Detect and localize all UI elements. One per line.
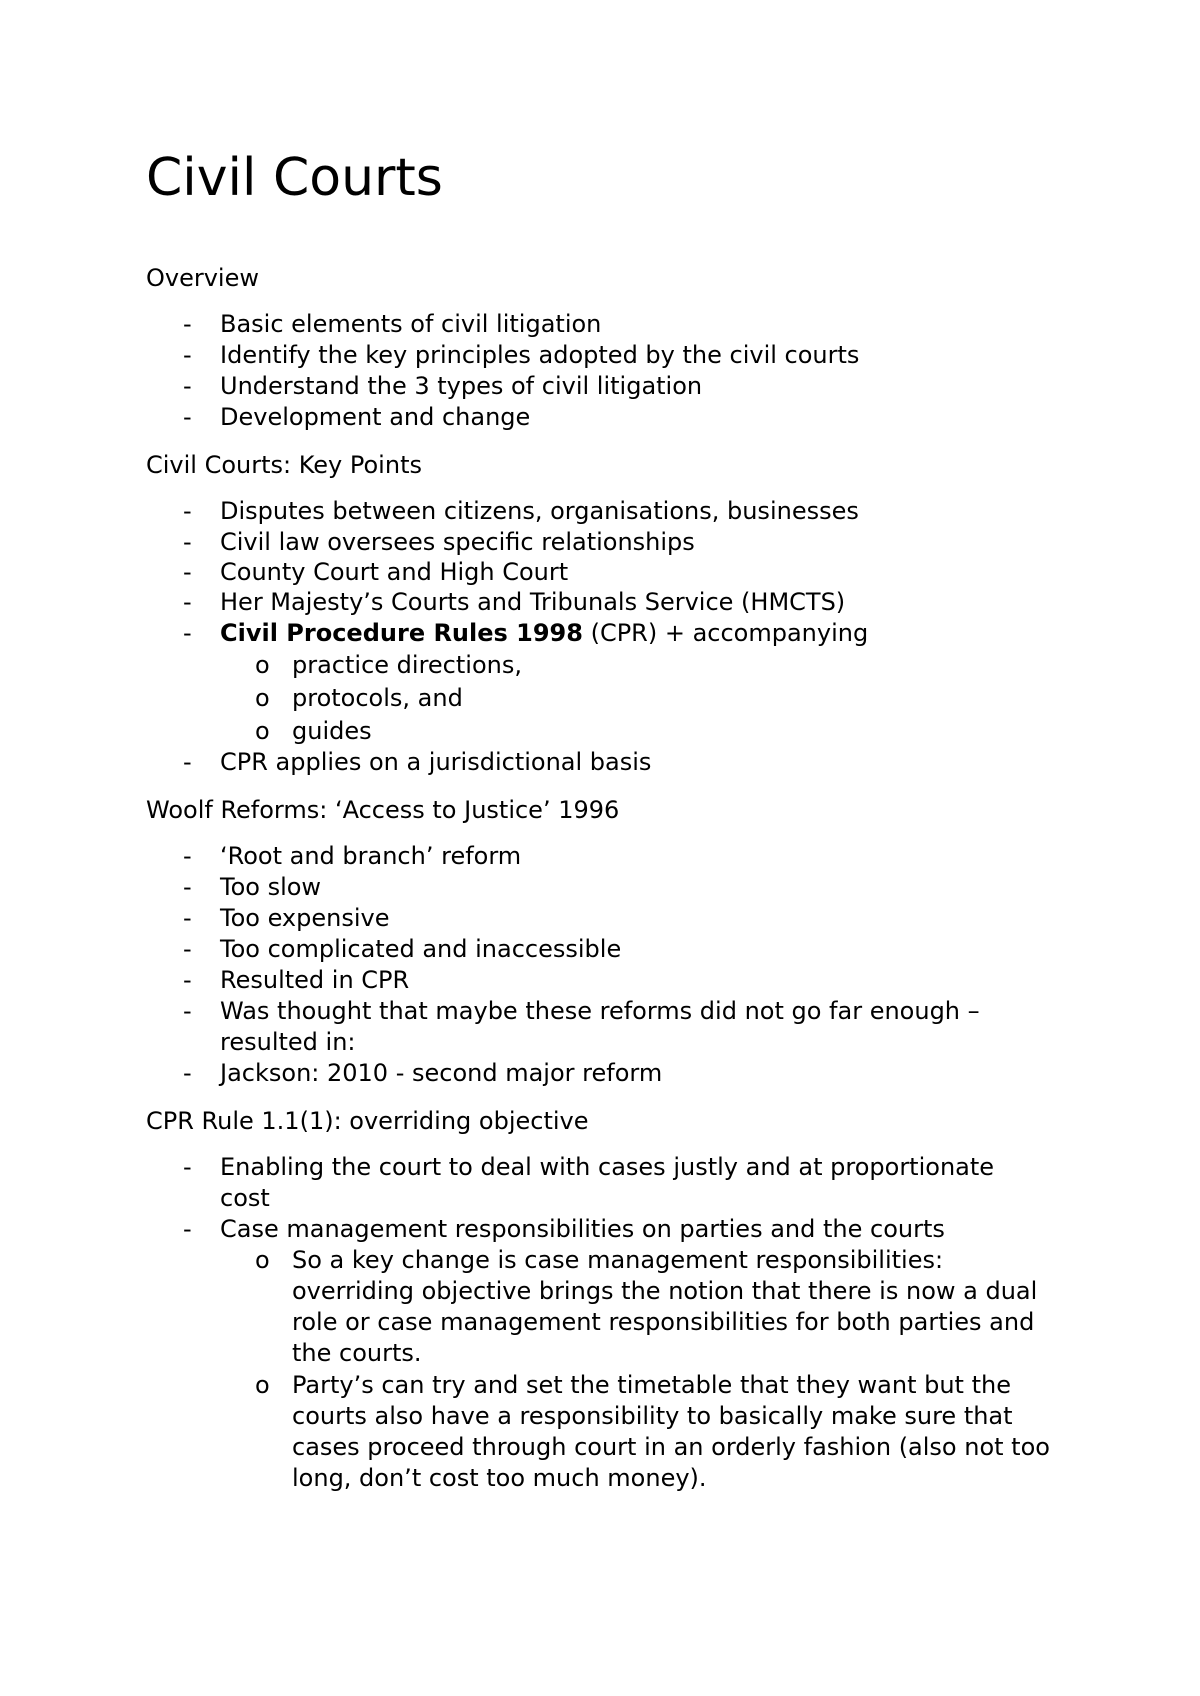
list-item <box>183 587 1043 618</box>
bullet-marker: - <box>183 528 192 556</box>
list-item <box>183 1152 1043 1214</box>
bullet-marker: - <box>183 904 192 932</box>
list-item-text: Civil law oversees specific relationships <box>220 528 695 556</box>
list-item-text: Too expensive <box>220 904 390 932</box>
bullet-marker: - <box>183 1215 192 1243</box>
list-item <box>183 340 1043 371</box>
list-item-text: Identify the key principles adopted by the civil courts <box>220 341 860 369</box>
sub-list-item <box>255 683 1055 714</box>
sub-list-item <box>255 1370 1070 1494</box>
bullet-marker: - <box>183 873 192 901</box>
list-item-text: Understand the 3 types of civil litigation <box>220 372 703 400</box>
section-heading-woolf: Woolf Reforms: ‘Access to Justice’ 1996 <box>146 796 620 824</box>
list-item <box>183 557 1043 588</box>
sub-list-item-text: Party’s can try and set the timetable that they want but the courts also have a responsibility to basically make sure that cases proceed through court in an orderly fashion (also not too long, don’t cost too much money). <box>292 1371 1050 1492</box>
section-heading-overview: Overview <box>146 264 259 292</box>
list-item <box>183 1058 1043 1089</box>
section-heading-cpr-rule: CPR Rule 1.1(1): overriding objective <box>146 1107 589 1135</box>
sub-bullet-marker: o <box>255 651 270 679</box>
sub-list-item <box>255 650 1055 681</box>
sub-list-item <box>255 716 1055 747</box>
list-item <box>183 934 1043 965</box>
bullet-marker: - <box>183 1059 192 1087</box>
cpr-rest-text: (CPR) + accompanying <box>582 619 869 647</box>
list-item-text: Resulted in CPR <box>220 966 410 994</box>
list-item-text: Development and change <box>220 403 531 431</box>
list-item <box>183 309 1043 340</box>
bullet-marker: - <box>183 403 192 431</box>
bullet-marker: - <box>183 341 192 369</box>
list-item <box>183 1214 1043 1245</box>
sub-list-item <box>255 1245 1070 1369</box>
list-item-text <box>220 618 1043 649</box>
bullet-marker: - <box>183 842 192 870</box>
list-item-cpr <box>183 618 1043 649</box>
bullet-marker: - <box>183 310 192 338</box>
list-item-text: Too complicated and inaccessible <box>220 935 622 963</box>
sub-bullet-marker: o <box>255 717 270 745</box>
list-item <box>183 872 1043 903</box>
list-item-text: Was thought that maybe these reforms did not go far enough – resulted in: <box>220 997 980 1056</box>
list-item-text: Disputes between citizens, organisations, businesses <box>220 497 859 525</box>
list-item-text: CPR applies on a jurisdictional basis <box>220 748 652 776</box>
sub-list-item-text: protocols, and <box>292 684 463 712</box>
sub-bullet-marker: o <box>255 1246 270 1274</box>
cpr-bold-text: Civil Procedure Rules 1998 <box>220 619 583 647</box>
list-item-text: Jackson: 2010 - second major reform <box>220 1059 663 1087</box>
bullet-marker: - <box>183 1153 192 1181</box>
list-item-text: County Court and High Court <box>220 558 569 586</box>
list-item-text: Basic elements of civil litigation <box>220 310 602 338</box>
list-item-text: Enabling the court to deal with cases justly and at proportionate cost <box>220 1153 995 1212</box>
sub-list-item-text: practice directions, <box>292 651 522 679</box>
sub-bullet-marker: o <box>255 1371 270 1399</box>
bullet-marker: - <box>183 619 192 647</box>
bullet-marker: - <box>183 935 192 963</box>
bullet-marker: - <box>183 748 192 776</box>
list-item <box>183 371 1043 402</box>
bullet-marker: - <box>183 997 192 1025</box>
bullet-marker: - <box>183 372 192 400</box>
list-item <box>183 747 1043 778</box>
sub-bullet-marker: o <box>255 684 270 712</box>
section-heading-key-points: Civil Courts: Key Points <box>146 451 422 479</box>
list-item <box>183 965 1043 996</box>
list-item-text: Case management responsibilities on parties and the courts <box>220 1215 945 1243</box>
list-item <box>183 496 1043 527</box>
bullet-marker: - <box>183 966 192 994</box>
bullet-marker: - <box>183 588 192 616</box>
list-item <box>183 527 1043 558</box>
sub-list-item-text: So a key change is case management responsibilities: overriding objective brings the notion that there is now a dual role or case management responsibilities for both parties and the courts. <box>292 1246 1038 1367</box>
list-item <box>183 996 1043 1058</box>
list-item <box>183 841 1043 872</box>
document-title: Civil Courts <box>146 148 443 208</box>
bullet-marker: - <box>183 558 192 586</box>
list-item-text: ‘Root and branch’ reform <box>220 842 522 870</box>
list-item-text: Her Majesty’s Courts and Tribunals Service (HMCTS) <box>220 588 846 616</box>
list-item-text: Too slow <box>220 873 322 901</box>
list-item <box>183 903 1043 934</box>
bullet-marker: - <box>183 497 192 525</box>
list-item <box>183 402 1043 433</box>
sub-list-item-text: guides <box>292 717 372 745</box>
